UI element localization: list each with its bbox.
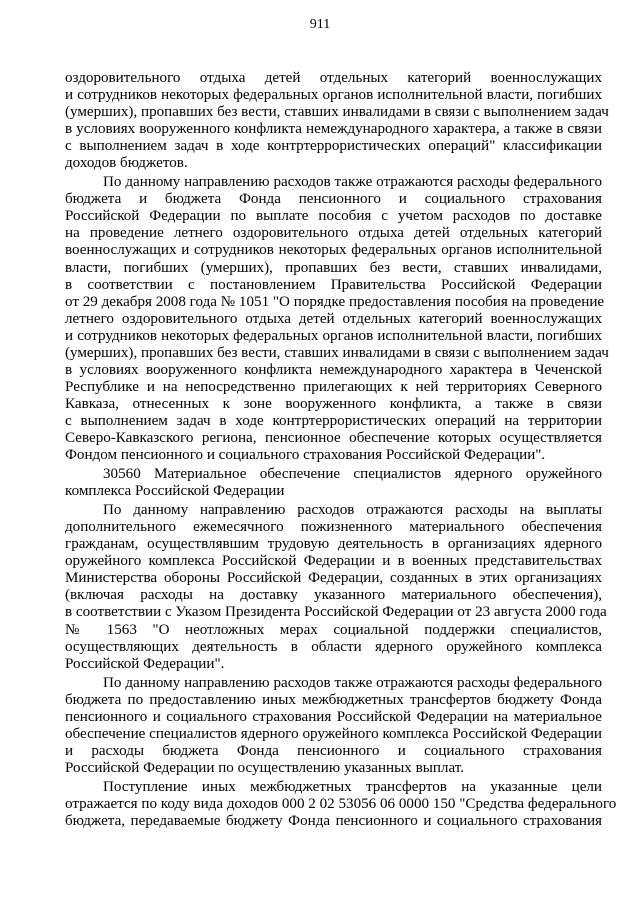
text-line: Республике и на непосредственно прилегающих к ней территориях Северного bbox=[65, 378, 602, 395]
text-line: на проведение летнего оздоровительного отдыха детей отдельных категорий bbox=[65, 225, 602, 242]
text-line: Российской Федерации по осуществлению указанных выплат. bbox=[65, 759, 464, 776]
text-line: Фондом пенсионного и социального страхования Российской Федерации". bbox=[65, 447, 546, 464]
text-line: и сотрудников некоторых федеральных органов исполнительной власти, погибших bbox=[65, 87, 602, 104]
text-line: По данному направлению расходов отражаются расходы на выплаты bbox=[103, 502, 602, 519]
text-line: По данному направлению расходов также отражаются расходы федерального bbox=[103, 674, 602, 691]
text-line: Кавказа, отнесенных к зоне вооруженного конфликта, а также в связи bbox=[65, 395, 602, 412]
text-line: летнего оздоровительного отдыха детей отдельных категорий военнослужащих bbox=[65, 310, 602, 327]
text-line: доходов бюджетов. bbox=[65, 155, 188, 172]
text-line: (умерших), пропавших без вести, ставших инвалидами в связи с выполнением задач bbox=[65, 104, 609, 121]
text-line: оздоровительного отдыха детей отдельных категорий военнослужащих bbox=[65, 70, 602, 86]
document-body bbox=[65, 70, 617, 830]
text-line: в соответствии с постановлением Правительства Российской Федерации bbox=[65, 276, 602, 293]
text-line: 30560 Материальное обеспечение специалистов ядерного оружейного bbox=[103, 466, 602, 483]
text-line: обеспечение специалистов ядерного оружейного комплекса Российской Федерации bbox=[65, 725, 602, 742]
text-line: Российской Федерации по выплате пособия с учетом расходов по доставке bbox=[65, 208, 602, 225]
text-line: гражданам, осуществлявшим трудовую деятельность в организациях ядерного bbox=[65, 536, 602, 553]
text-line: бюджета и бюджета Фонда пенсионного и социального страхования bbox=[65, 191, 602, 208]
text-line: пенсионного и социального страхования Российской Федерации на материальное bbox=[65, 708, 602, 725]
text-line: бюджета, передаваемые бюджету Фонда пенсионного и социального страхования bbox=[65, 813, 602, 830]
text-line: и расходы бюджета Фонда пенсионного и социального страхования bbox=[65, 742, 602, 759]
text-line: По данному направлению расходов также отражаются расходы федерального bbox=[103, 174, 602, 191]
text-line: комплекса Российской Федерации bbox=[65, 483, 285, 500]
text-line: Поступление иных межбюджетных трансфертов на указанные цели bbox=[103, 778, 602, 795]
text-line: Северо-Кавказского региона, пенсионное обеспечение которых осуществляется bbox=[65, 429, 602, 446]
text-line: отражается по коду вида доходов 000 2 02 53056 06 0000 150 "Средства федерального bbox=[65, 795, 617, 812]
text-line: с выполнением задач в ходе контртеррористических операций на территории bbox=[65, 412, 602, 429]
text-line: (умерших), пропавших без вести, ставших инвалидами в связи с выполнением задач bbox=[65, 344, 609, 361]
text-line: от 29 декабря 2008 года № 1051 "О порядке предоставления пособия на проведение bbox=[65, 293, 605, 310]
text-line: № 1563 "О неотложных мерах социальной поддержки специалистов, bbox=[65, 621, 602, 638]
text-line: бюджета по предоставлению иных межбюджетных трансфертов бюджету Фонда bbox=[65, 691, 602, 708]
text-line: в условиях вооруженного конфликта немеждународного характера, а также в связи bbox=[65, 121, 602, 138]
text-line: в условиях вооруженного конфликта немеждународного характера в Чеченской bbox=[65, 361, 602, 378]
text-line: в соответствии с Указом Президента Российской Федерации от 23 августа 2000 года bbox=[65, 604, 607, 621]
text-line: дополнительного ежемесячного пожизненного материального обеспечения bbox=[65, 519, 602, 536]
text-line: военнослужащих и сотрудников некоторых федеральных органов исполнительной bbox=[65, 242, 602, 259]
text-line: Российской Федерации". bbox=[65, 655, 225, 672]
text-line: (включая расходы на доставку указанного материального обеспечения), bbox=[65, 587, 602, 604]
text-line: власти, погибших (умерших), пропавших без вести, ставших инвалидами, bbox=[65, 259, 602, 276]
text-line: осуществляющих деятельность в области ядерного оружейного комплекса bbox=[65, 638, 602, 655]
text-line: оружейного комплекса Российской Федерации и в военных представительствах bbox=[65, 553, 602, 570]
text-line: и сотрудников некоторых федеральных органов исполнительной власти, погибших bbox=[65, 327, 602, 344]
text-line: Министерства обороны Российской Федерации, созданных в этих организациях bbox=[65, 570, 602, 587]
text-line: с выполнением задач в ходе контртеррористических операций" классификации bbox=[65, 138, 602, 155]
page-number: 911 bbox=[309, 17, 331, 32]
